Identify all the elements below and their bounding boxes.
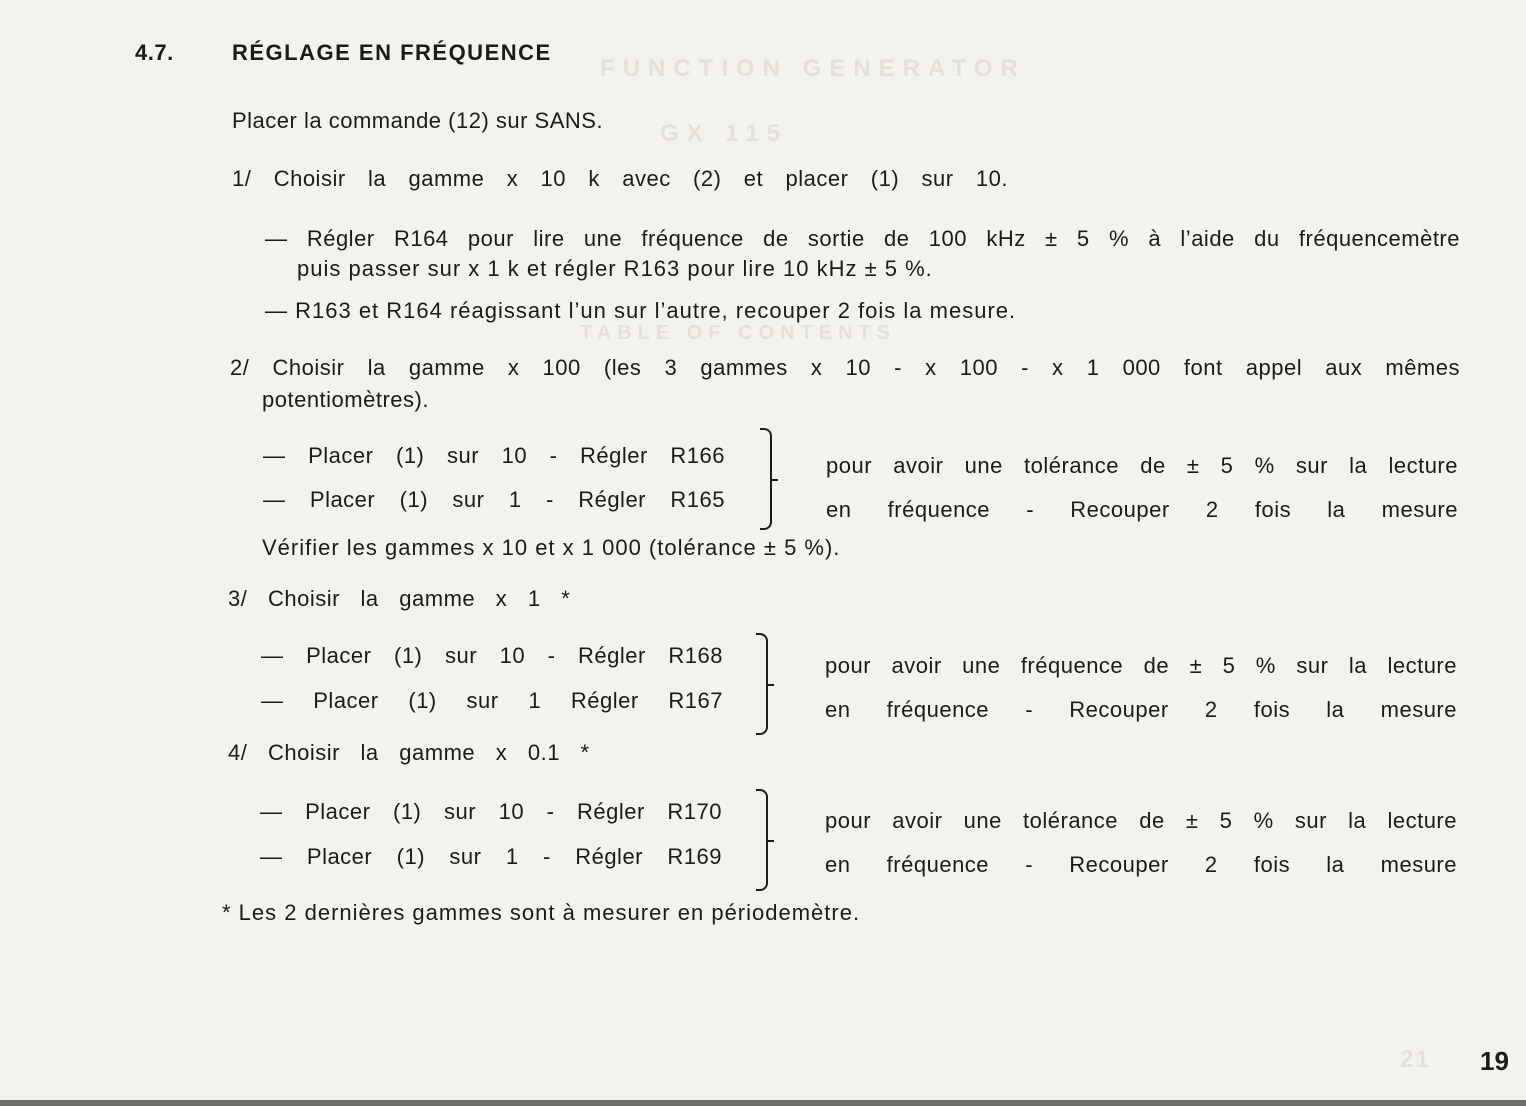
intro-text: Placer la commande (12) sur SANS. bbox=[232, 108, 604, 133]
step1-label: 1/ Choisir la gamme x 10 k avec (2) et placer (1) sur 10. bbox=[232, 166, 1008, 191]
step2-label-line2: potentiomètres). bbox=[262, 387, 429, 412]
step3-note-line1: pour avoir une fréquence de ± 5 % sur la lecture bbox=[825, 653, 1457, 678]
bleed-through-model: GX 115 bbox=[660, 120, 789, 147]
step2-label-line1: 2/ Choisir la gamme x 100 (les 3 gammes x 10 - x 100 - x 1 000 font appel aux mêmes bbox=[230, 355, 1460, 380]
step2-item1: — Placer (1) sur 10 - Régler R166 bbox=[263, 443, 725, 468]
step4-item1: — Placer (1) sur 10 - Régler R170 bbox=[260, 799, 722, 824]
step4-brace bbox=[756, 789, 768, 891]
step2-note-line2: en fréquence - Recouper 2 fois la mesure bbox=[826, 497, 1458, 522]
section-number: 4.7. bbox=[135, 40, 174, 65]
step3-note-line2: en fréquence - Recouper 2 fois la mesure bbox=[825, 697, 1457, 722]
step4-note-line2: en fréquence - Recouper 2 fois la mesure bbox=[825, 852, 1457, 877]
step3-item2: — Placer (1) sur 1 Régler R167 bbox=[261, 688, 723, 713]
step4-note-line1: pour avoir une tolérance de ± 5 % sur la lecture bbox=[825, 808, 1457, 833]
page-bottom-edge bbox=[0, 1100, 1526, 1106]
bleed-through-page-number: 21 bbox=[1400, 1046, 1431, 1073]
bleed-through-toc: TABLE OF CONTENTS bbox=[580, 322, 897, 344]
step1-item1-line2: puis passer sur x 1 k et régler R163 pour lire 10 kHz ± 5 %. bbox=[297, 256, 933, 281]
step3-brace bbox=[756, 633, 768, 735]
section-title: RÉGLAGE EN FRÉQUENCE bbox=[232, 40, 552, 65]
step2-brace bbox=[760, 428, 772, 530]
page-number: 19 bbox=[1480, 1046, 1509, 1076]
step3-item1: — Placer (1) sur 10 - Régler R168 bbox=[261, 643, 723, 668]
step3-label: 3/ Choisir la gamme x 1 * bbox=[228, 586, 571, 611]
step1-item2: — R163 et R164 réagissant l’un sur l’autre, recouper 2 fois la mesure. bbox=[265, 298, 1017, 323]
step2-note-line1: pour avoir une tolérance de ± 5 % sur la lecture bbox=[826, 453, 1458, 478]
step2-verify: Vérifier les gammes x 10 et x 1 000 (tolérance ± 5 %). bbox=[262, 535, 841, 560]
step1-item1-line1: — Régler R164 pour lire une fréquence de sortie de 100 kHz ± 5 % à l’aide du fréquencemètre bbox=[265, 226, 1460, 251]
step4-item2: — Placer (1) sur 1 - Régler R169 bbox=[260, 844, 722, 869]
bleed-through-title: FUNCTION GENERATOR bbox=[600, 55, 1026, 82]
step2-item2: — Placer (1) sur 1 - Régler R165 bbox=[263, 487, 725, 512]
step4-label: 4/ Choisir la gamme x 0.1 * bbox=[228, 740, 590, 765]
footnote: * Les 2 dernières gammes sont à mesurer en périodemètre. bbox=[222, 900, 861, 925]
